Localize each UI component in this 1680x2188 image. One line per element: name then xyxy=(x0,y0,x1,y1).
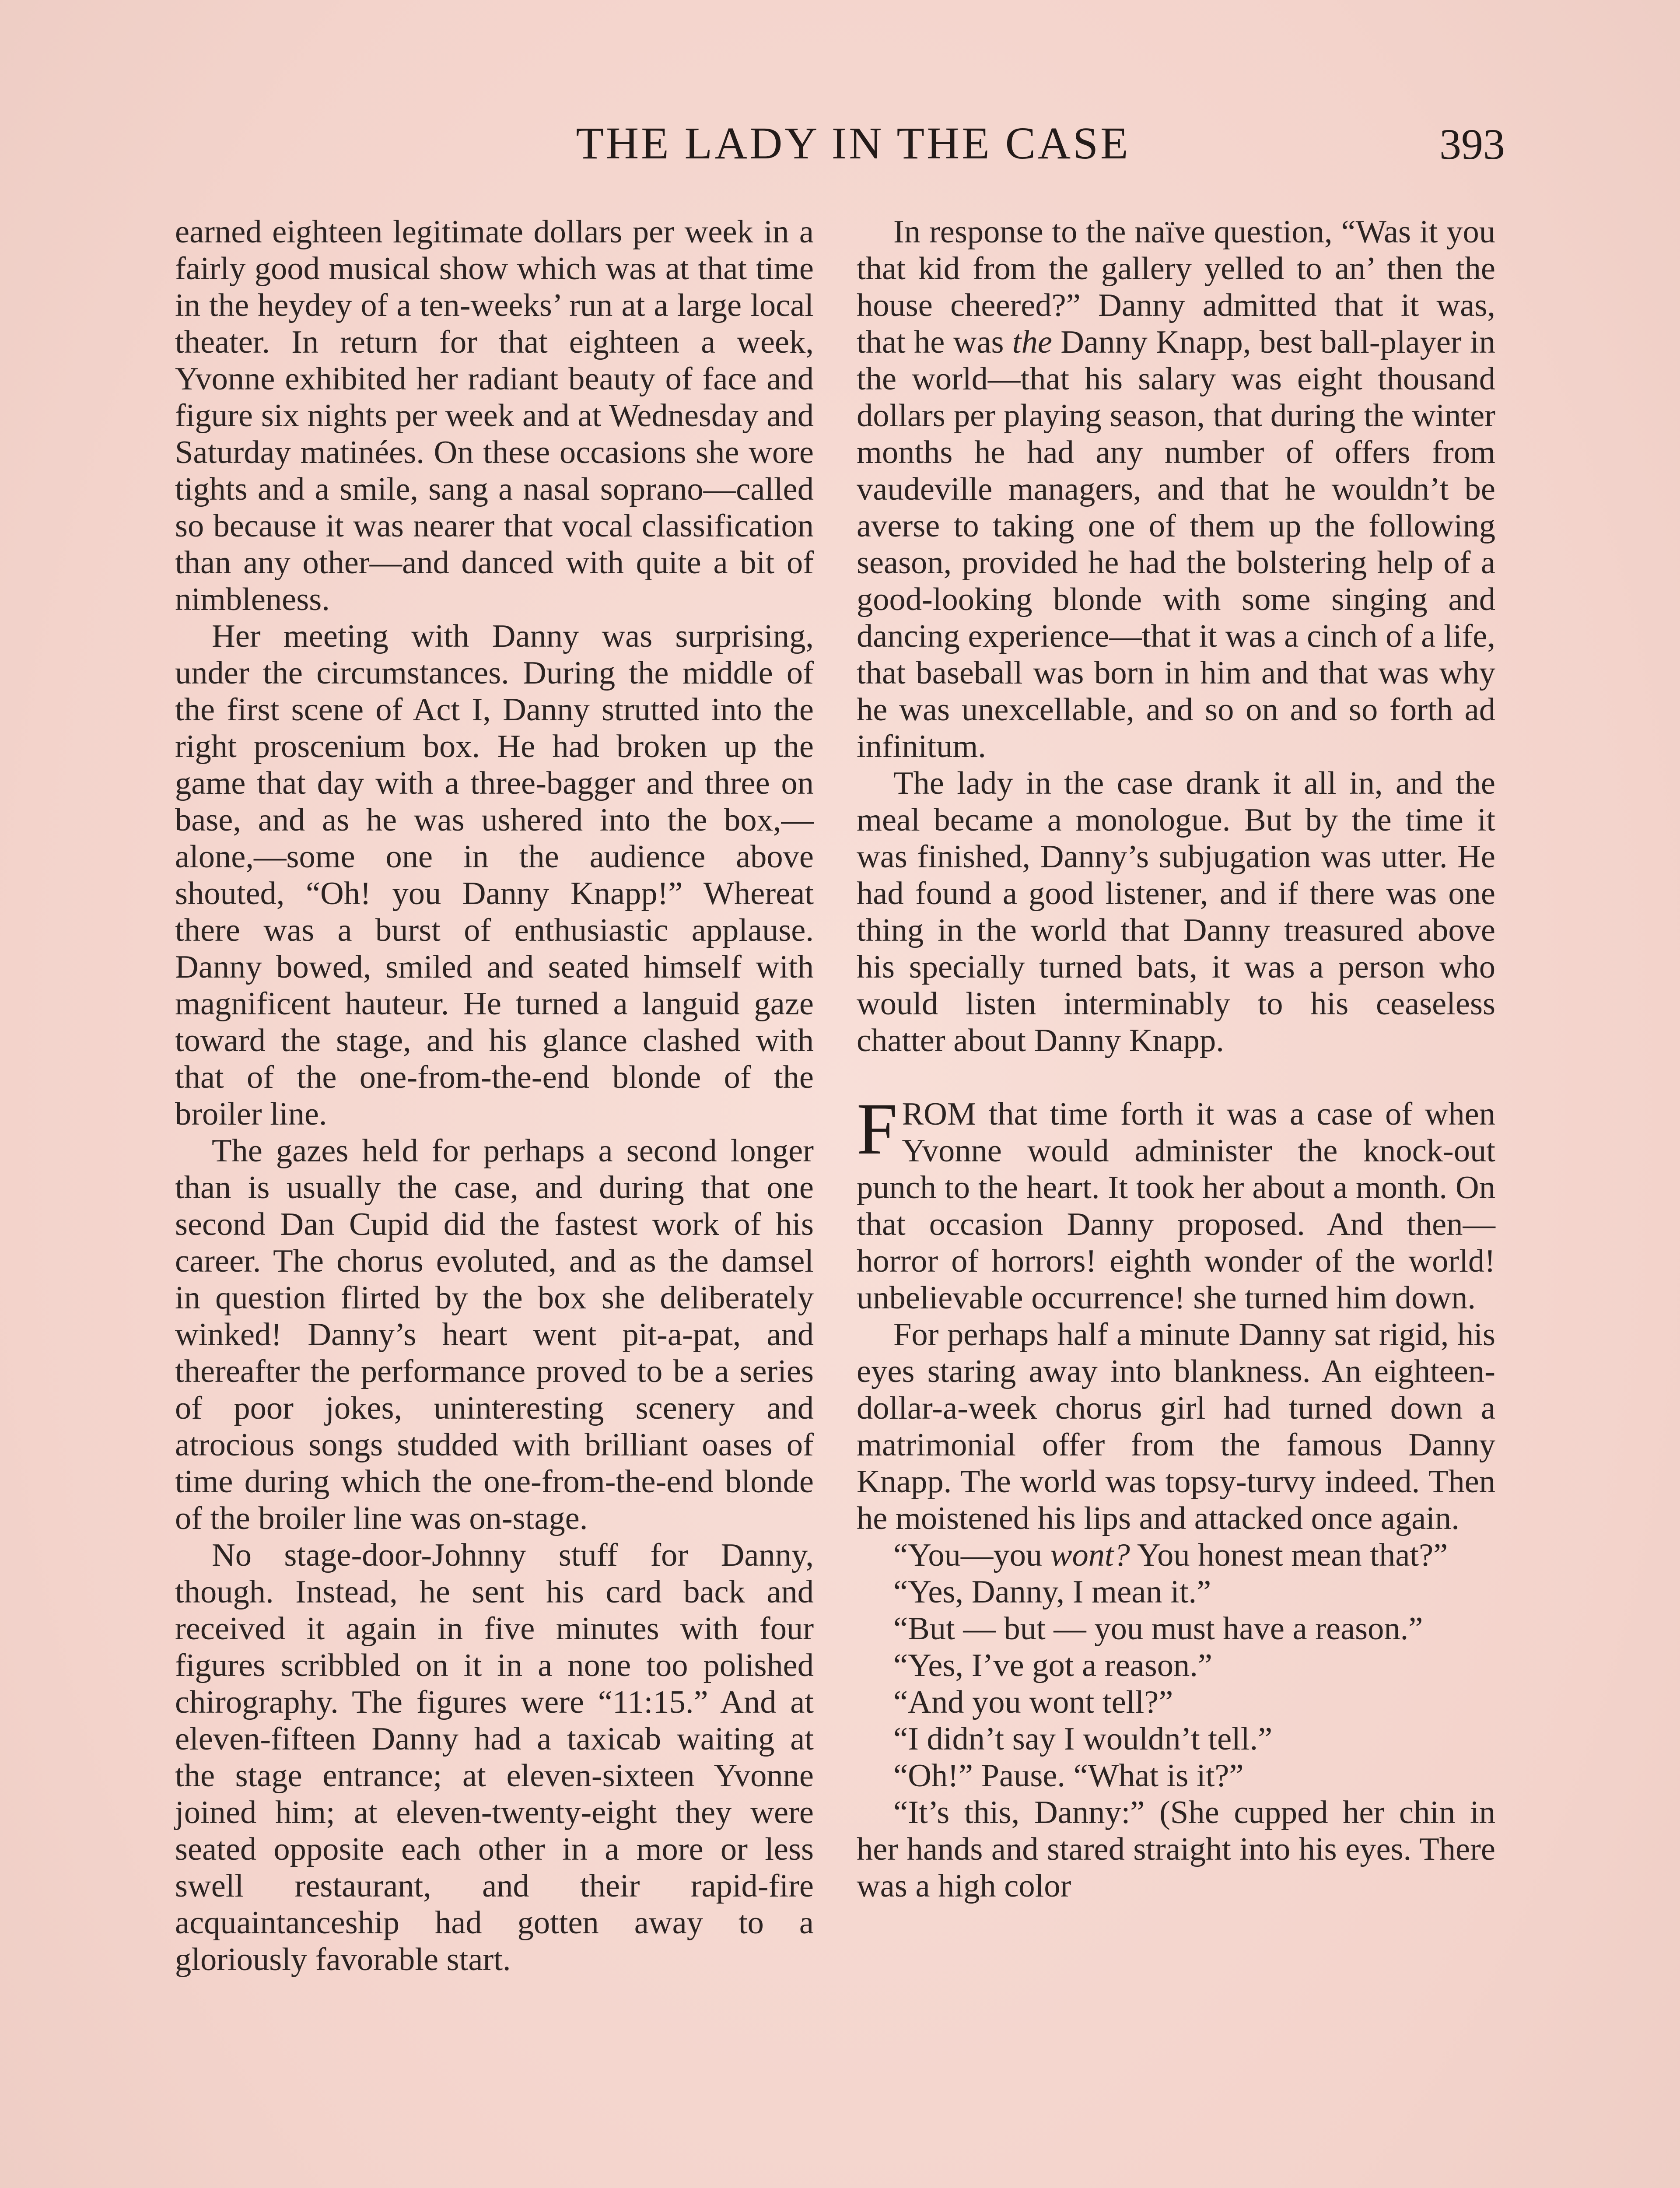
paragraph: The lady in the case drank it all in, and the meal became a monologue. But by the time it was finished, Danny’s subjugation was utter. He had found a good listener, and if there was one thing in the world that Danny treasured above his specially turned bats, it was a person who would listen interminably to his ceaseless chatter about Danny Knapp. xyxy=(857,765,1495,1059)
dialogue-line: “It’s this, Danny:” (She cupped her chin in her hands and stared straight into his eyes. There was a high color xyxy=(857,1795,1495,1904)
page-number: 393 xyxy=(1439,120,1505,168)
italic-word: wont? xyxy=(1050,1537,1130,1573)
paragraph xyxy=(857,214,1495,765)
text-run: Danny Knapp, best ball-player in the world—that his salary was eight thousand dollars per playing season, that during the winter months he had any number of offers from vaudeville managers, and that he wouldn’t be averse to taking one of them up the following season, provided he had the bolstering help of a good-looking blonde with some singing and dancing experience—that it was a cinch of a life, that baseball was born in him and that was why he was unexcellable, and so on and so forth ad infinitum. xyxy=(857,324,1495,764)
right-column xyxy=(857,214,1495,1904)
text-run: You honest mean that?” xyxy=(1137,1537,1448,1573)
dialogue-line: “Oh!” Pause. “What is it?” xyxy=(893,1758,1244,1794)
italic-word: the xyxy=(1012,324,1052,360)
paragraph: For perhaps half a minute Danny sat rigid, his eyes staring away into blankness. An eighteen-dollar-a-week chorus girl had turned down a matrimonial offer from the famous Danny Knapp. The world was topsy-turvy indeed. Then he moistened his lips and attacked once again. xyxy=(857,1317,1495,1536)
paragraph: Her meeting with Danny was surprising, under the circumstances. During the middle of the first scene of Act I, Danny strutted into the right proscenium box. He had broken up the game that day with a three-bagger and three on base, and as he was ushered into the box,—alone,—some one in the audience above shouted, “Oh! you Danny Knapp!” Whereat there was a burst of enthusiastic applause. Danny bowed, smiled and seated himself with magnificent hauteur. He turned a languid gaze toward the stage, and his glance clashed with that of the one-from-the-end blonde of the broiler line. xyxy=(175,618,814,1132)
dialogue-line: “Yes, I’ve got a reason.” xyxy=(893,1648,1212,1683)
text-run: “You—you xyxy=(893,1537,1043,1573)
dialogue-line: “I didn’t say I wouldn’t tell.” xyxy=(893,1721,1273,1757)
dialogue-line: “But — but — you must have a reason.” xyxy=(893,1611,1423,1647)
section-paragraph xyxy=(857,1088,1495,1316)
dialogue-line xyxy=(857,1537,1495,1574)
dialogue-line: “Yes, Danny, I mean it.” xyxy=(893,1574,1211,1610)
text-run: In response to the naïve question, “Was it you that kid from the gallery yelled to an’ then the house cheered?” Danny admitted that it was, that he was xyxy=(857,214,1495,360)
text-run: ROM that time forth it was a case of when Yvonne would administer the knock-out punch to the heart. It took her about a month. On that occasion Danny proposed. And then—horror of horrors! eighth wonder of the world! unbelievable occurrence! she turned him down. xyxy=(857,1096,1495,1316)
paragraph: earned eighteen legitimate dollars per week in a fairly good musical show which was at that time in the heydey of a ten-weeks’ run at a large local theater. In return for that eighteen a week, Yvonne exhibited her radiant beauty of face and figure six nights per week and at Wednesday and Saturday matinées. On these occasions she wore tights and a smile, sang a nasal soprano—called so because it was nearer that vocal classification than any other—and danced with quite a bit of nimbleness. xyxy=(175,214,814,617)
dialogue-line: “And you wont tell?” xyxy=(893,1684,1173,1720)
drop-cap: F xyxy=(857,1088,898,1170)
running-head: THE LADY IN THE CASE xyxy=(576,118,1130,168)
paragraph: The gazes held for perhaps a second longer than is usually the case, and during that one second Dan Cupid did the fastest work of his career. The chorus evoluted, and as the damsel in question flirted by the box she deliberately winked! Danny’s heart went pit-a-pat, and thereafter the performance proved to be a series of poor jokes, uninteresting scenery and atrocious songs studded with brilliant oases of time during which the one-from-the-end blonde of the broiler line was on-stage. xyxy=(175,1133,814,1536)
paragraph: No stage-door-Johnny stuff for Danny, though. Instead, he sent his card back and received it again in five minutes with four figures scribbled on it in a none too polished chirography. The figures were “11:15.” And at eleven-fifteen Danny had a taxicab waiting at the stage entrance; at eleven-sixteen Yvonne joined him; at eleven-twenty-eight they were seated opposite each other in a more or less swell restaurant, and their rapid-fire acquaintanceship had gotten away to a gloriously favorable start. xyxy=(175,1537,814,1978)
left-column xyxy=(175,214,814,1978)
